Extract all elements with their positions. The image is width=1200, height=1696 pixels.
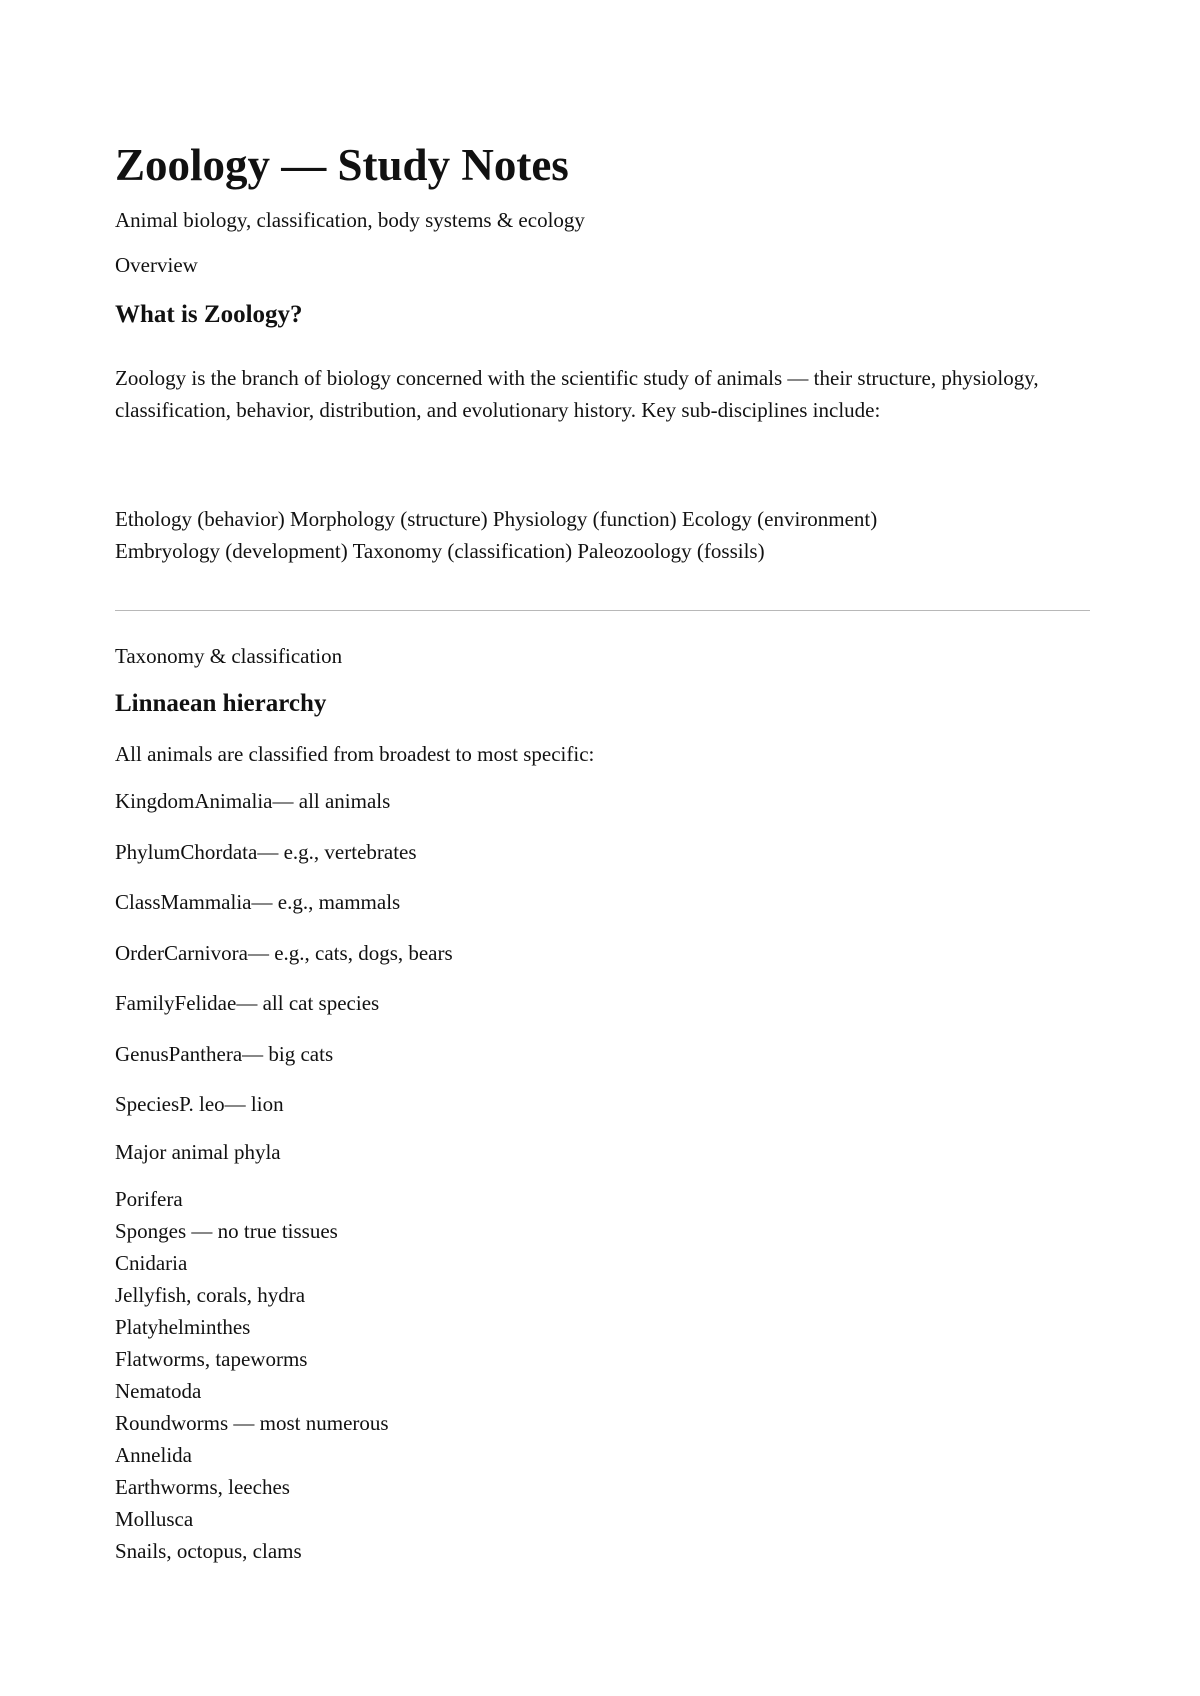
rank-item — [115, 1088, 453, 1139]
phylum-name: Porifera — [115, 1187, 183, 1211]
phylum-name: Mollusca — [115, 1507, 194, 1531]
rank-note: — all cat species — [236, 991, 380, 1015]
rank-taxon: P. leo — [179, 1092, 225, 1116]
rank-note: — lion — [224, 1092, 284, 1116]
phylum-name: Annelida — [115, 1443, 192, 1467]
rank-taxon: Animalia — [194, 789, 273, 813]
rank-note: — big cats — [242, 1041, 334, 1066]
rank-label: Species — [115, 1092, 180, 1116]
subdisciplines-line: Ethology (behavior) Morphology (structure) Physiology (function) Ecology (environment) — [115, 507, 878, 531]
page-subtitle: Animal biology, classification, body systems & ecology — [115, 208, 585, 232]
subdisciplines-line: Embryology (development) Taxonomy (classification) Paleozoology (fossils) — [115, 539, 765, 563]
heading-linnaean-hierarchy: Linnaean hierarchy — [115, 690, 327, 717]
phyla-list — [115, 1183, 389, 1567]
section-divider — [115, 610, 1090, 611]
phylum-name: Nematoda — [115, 1379, 202, 1403]
rank-taxon: Felidae — [174, 991, 237, 1015]
rank-label: Class — [115, 890, 161, 914]
rank-label: Family — [115, 991, 175, 1015]
phylum-description: Earthworms, leeches — [115, 1475, 290, 1499]
section-label-overview: Overview — [115, 253, 198, 277]
overview-paragraph: Zoology is the branch of biology concerned with the scientific study of animals — their structure, physiology, classification, behavior, distribution, and evolutionary history. Key sub-disciplines include: — [115, 366, 1039, 422]
rank-item — [115, 785, 453, 836]
rank-taxon: Carnivora — [163, 940, 248, 965]
page-title: Zoology — Study Notes — [115, 140, 569, 190]
phylum-description: Roundworms — most numerous — [115, 1411, 389, 1435]
taxonomy-intro: All animals are classified from broadest to most specific: — [115, 742, 595, 766]
rank-label: Phylum — [115, 839, 181, 864]
phylum-name: Platyhelminthes — [115, 1315, 251, 1339]
phylum-description: Jellyfish, corals, hydra — [115, 1283, 306, 1307]
rank-item — [115, 836, 453, 887]
section-label-taxonomy: Taxonomy & classification — [115, 644, 343, 668]
rank-item — [115, 886, 453, 937]
rank-note: — e.g., mammals — [251, 890, 401, 914]
rank-note: — e.g., cats, dogs, bears — [247, 940, 453, 965]
rank-taxon: Panthera — [168, 1041, 243, 1066]
rank-label: Order — [115, 940, 164, 965]
rank-note: — all animals — [272, 789, 391, 813]
rank-note: — e.g., vertebrates — [257, 839, 417, 864]
rank-label: Genus — [115, 1041, 169, 1066]
phyla-label: Major animal phyla — [115, 1140, 281, 1164]
rank-item — [115, 1038, 453, 1089]
rank-item — [115, 987, 453, 1038]
heading-what-is-zoology: What is Zoology? — [115, 301, 303, 328]
phylum-name: Cnidaria — [115, 1251, 188, 1275]
rank-list — [115, 785, 453, 1139]
rank-taxon: Chordata — [180, 839, 258, 864]
phylum-description: Sponges — no true tissues — [115, 1219, 338, 1243]
phylum-description: Snails, octopus, clams — [115, 1539, 302, 1563]
phylum-description: Flatworms, tapeworms — [115, 1347, 308, 1371]
rank-taxon: Mammalia — [160, 890, 252, 914]
subdisciplines-list — [115, 503, 1090, 567]
rank-label: Kingdom — [115, 789, 195, 813]
rank-item — [115, 937, 453, 988]
